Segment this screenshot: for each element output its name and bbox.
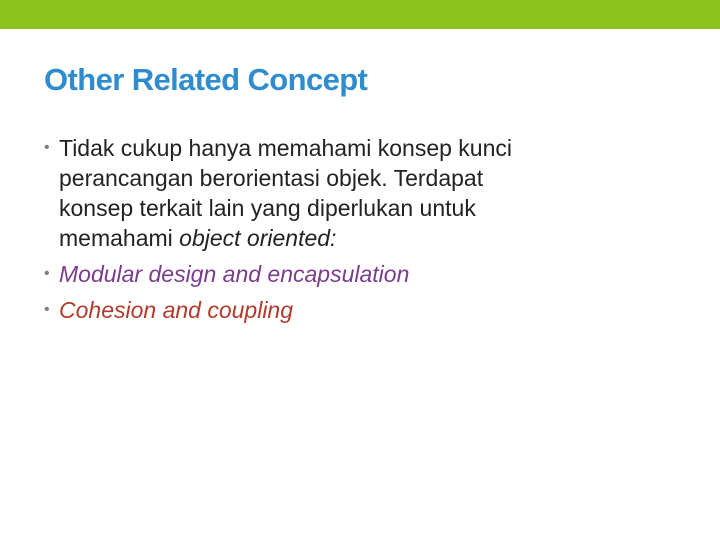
bullet-text-cohesion: Cohesion and coupling: [59, 297, 294, 323]
bullet-italic-text: object oriented:: [179, 225, 337, 251]
bullet-list: [44, 133, 684, 331]
bullet-line: Tidak cukup hanya memahami konsep kunci: [59, 135, 512, 161]
bullet-item-modular: [44, 259, 684, 289]
bullet-text: memahami: [59, 225, 180, 251]
slide-title: Other Related Concept: [44, 62, 368, 97]
bullet-line-last: [59, 223, 684, 253]
bullet-dot-icon: •: [44, 139, 50, 156]
bullet-line: konsep terkait lain yang diperlukan untuk: [59, 195, 476, 221]
bullet-item-concept: [44, 133, 684, 253]
bullet-dot-icon: •: [44, 301, 50, 318]
bullet-text-modular: Modular design and encapsulation: [59, 261, 410, 287]
bullet-dot-icon: •: [44, 265, 50, 282]
bullet-item-cohesion: [44, 295, 684, 325]
bullet-line: perancangan berorientasi objek. Terdapat: [59, 165, 484, 191]
top-accent-bar: [0, 0, 720, 29]
